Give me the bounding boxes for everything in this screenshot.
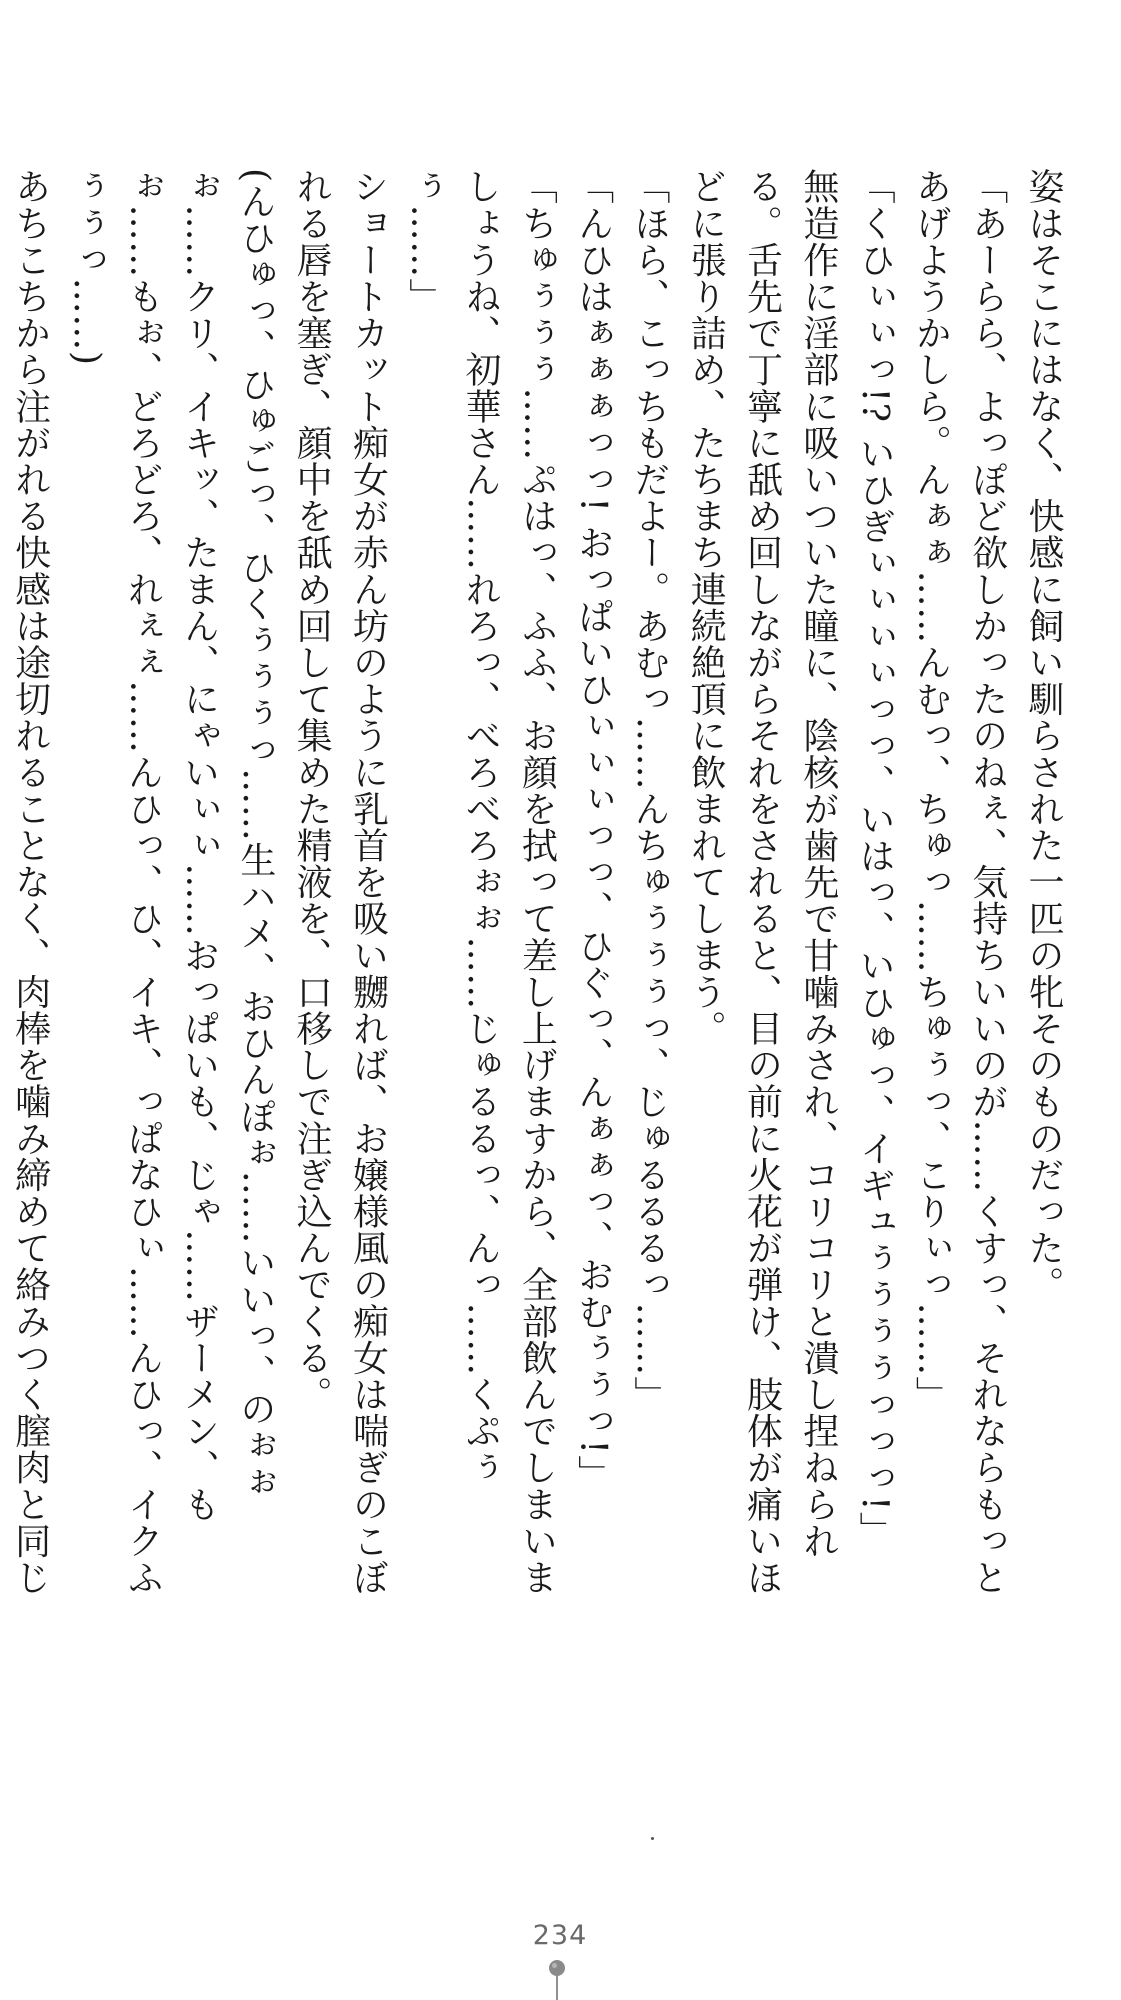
page-marker-icon (546, 1958, 568, 2000)
paragraph: 「ちゅぅぅぅ……ぷはっ、ふふ、お顔を拭って差し上げますから、全部飲んでしまいましょうね、初華さん……れろっ、べろべろぉぉ……じゅるるっ、んっ……くぷぅぅ……」 (403, 168, 558, 1596)
paragraph: あちこちから注がれる快感は途切れることなく、肉棒を噛み締めて絡みつく膣肉と同じ (9, 168, 51, 1596)
paragraph: 無造作に淫部に吸いついた瞳に、陰核が歯先で甘噛みされ、コリコリと潰し捏ねられる。舌先で丁寧に舐め回しながらそれをされると、目の前に火花が弾け、肢体が痛いほどに張り詰め、たちまち連続絶頂に飲まれてしまう。 (685, 168, 839, 1596)
page-dot (651, 1837, 654, 1840)
paragraph: (んひゅっ、ひゅごっ、ひくぅぅぅっ……生ハメ、おひんぽぉ……いいっ、のぉぉぉ……クリ、イキッ、たまん、にゃいぃぃ……おっぱいも、じゃ……ザーメン、もぉ……もぉ、どろどろ、れぇぇ……んひっ、ひ、イキ、っぱなひぃ……んひっ、イクふぅぅっ……) (65, 168, 276, 1596)
paragraph: 姿はそこにはなく、快感に飼い馴らされた一匹の牝そのものだった。 (1023, 168, 1064, 1303)
page-number: 234 (532, 1920, 588, 1951)
vertical-body-text (9, 168, 1071, 1608)
paragraph: 「んひはぁぁぁっっ! おっぱいひぃぃぃっっ、ひぐっ、んぁぁっ、おむぅぅっ!」 (572, 168, 614, 1492)
paragraph: ショートカット痴女が赤ん坊のように乳首を吸い嬲れば、お嬢様風の痴女は喘ぎのこぼれる唇を塞ぎ、顔中を舐め回して集めた精液を、口移しで注ぎ込んでくる。 (291, 168, 389, 1596)
paragraph: 「ほら、こっちもだよー。あむっ……んちゅぅぅぅっ、じゅるるるっ……」 (628, 168, 670, 1413)
paragraph: 「くひぃぃっ!? いひぎぃぃぃぃっっ、いはっ、いひゅっ、イギュぅぅぅぅっっっ!」 (854, 168, 896, 1548)
paragraph: 「あーらら、よっぽど欲しかったのねぇ、気持ちいいのが……くすっ、それならもっとあげようかしら。んぁぁ……んむっ、ちゅっ……ちゅぅっ、こりぃっ……」 (910, 168, 1008, 1596)
